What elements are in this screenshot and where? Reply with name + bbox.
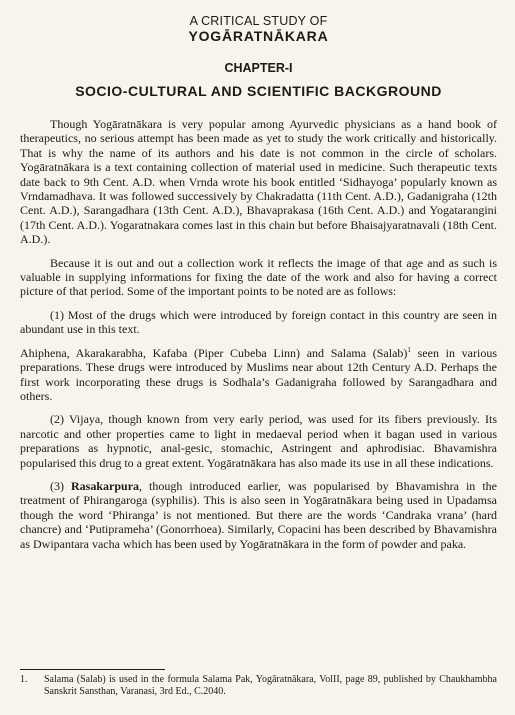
- paragraph-point-1: (1) Most of the drugs which were introduced by foreign contact in this country are seen in abundant use in this text.: [20, 307, 497, 337]
- footnote: [20, 674, 497, 698]
- footnote-divider: [20, 669, 165, 670]
- page-header: [20, 14, 497, 100]
- paragraph-point-3: [20, 479, 497, 551]
- footnote-ref[interactable]: 1: [407, 345, 411, 354]
- paragraph-point-2: (2) Vijaya, though known from very early period, was used for its fibers previously. Its narcotic and other properties came to light in medaeval period when it bagan used in various preparations as hypnotic, anal-gesic, stomachic, Astringent and aphrodisiac. Bhavamishra popularised this drug to a great extent. Yogāratnākara has also made its use in all these indications.: [20, 412, 497, 470]
- paragraph-drugs: [20, 346, 497, 404]
- body-text: [20, 117, 497, 551]
- drugs-text-end: seen in various preparations. These drugs were introduced by Muslims near about 12th Century A.D. Perhaps the first work incorporating these drugs is Sodhala’s Gadanigraha followed by Sarangadhara and others.: [20, 345, 497, 403]
- point-3-number: (3): [50, 478, 72, 493]
- footnote-text: Salama (Salab) is used in the formula Salama Pak, Yogāratnākara, VolII, page 89, published by Chaukhambha Sanskrit Sansthan, Varanasi, 3rd Ed., C.2040.: [44, 674, 497, 697]
- paragraph-collection: Because it is out and out a collection work it reflects the image of that age and as such is valuable in supplying informations for fixing the date of the work and also for having a correct picture of that period. Some of the important points to be noted are as follows:: [20, 255, 497, 299]
- study-line: A CRITICAL STUDY OF: [189, 14, 328, 28]
- book-title: YOGĀRATNĀKARA: [188, 28, 329, 44]
- chapter-title: SOCIO-CULTURAL AND SCIENTIFIC BACKGROUND: [75, 83, 442, 99]
- point-3-term: Rasakarpura: [71, 478, 140, 493]
- footnote-number: 1.: [20, 674, 28, 685]
- point-3-text: , though introduced earlier, was popularised by Bhavamishra in the treatment of Phirangaroga (syphilis). This is also seen in Yogāratnākara being used in Upadamsa though the word ‘Phiranga’ is not mentioned. But there are the words ‘Candraka vrana’ (hard chancre) and ‘Putiprameha’ (Gonorrhoea). Similarly, Copacini has been described by Bhavamishra as Dwipantara vacha which has been used by Yogāratnākara in the form of powder and paka.: [20, 478, 497, 551]
- paragraph-intro: Though Yogāratnākara is very popular among Ayurvedic physicians as a hand book of therapeutics, no serious attempt has been made as yet to study the work critically and historically. That is why the name of its authors and his date is not common in the circle of scholars. Yogāratnākara is a text containing collection of material used in medicine. Such therapeutic texts date back to 9th Cent. A.D. when Vrnda wrote his book entitled ‘Sidhayoga’ popularly known as Vrndamadhava. It was followed successively by Chakradatta (11th Cent. A.D.), Gadanigraha (12th Cent. A.D.), Sarangadhara (13th Cent. A.D.), Bhavaprakasa (16th Cent. A.D.) and Yogatarangini (17th Cent. A.D.). Yogaratnakara comes last in this chain but before Bhaisajyaratnavali (18th Cent. A.D.).: [20, 117, 497, 247]
- chapter-number: CHAPTER-I: [224, 61, 293, 75]
- drugs-text-start: Ahiphena, Akarakarabha, Kafaba (Piper Cubeba Linn) and Salama (Salab): [20, 345, 408, 360]
